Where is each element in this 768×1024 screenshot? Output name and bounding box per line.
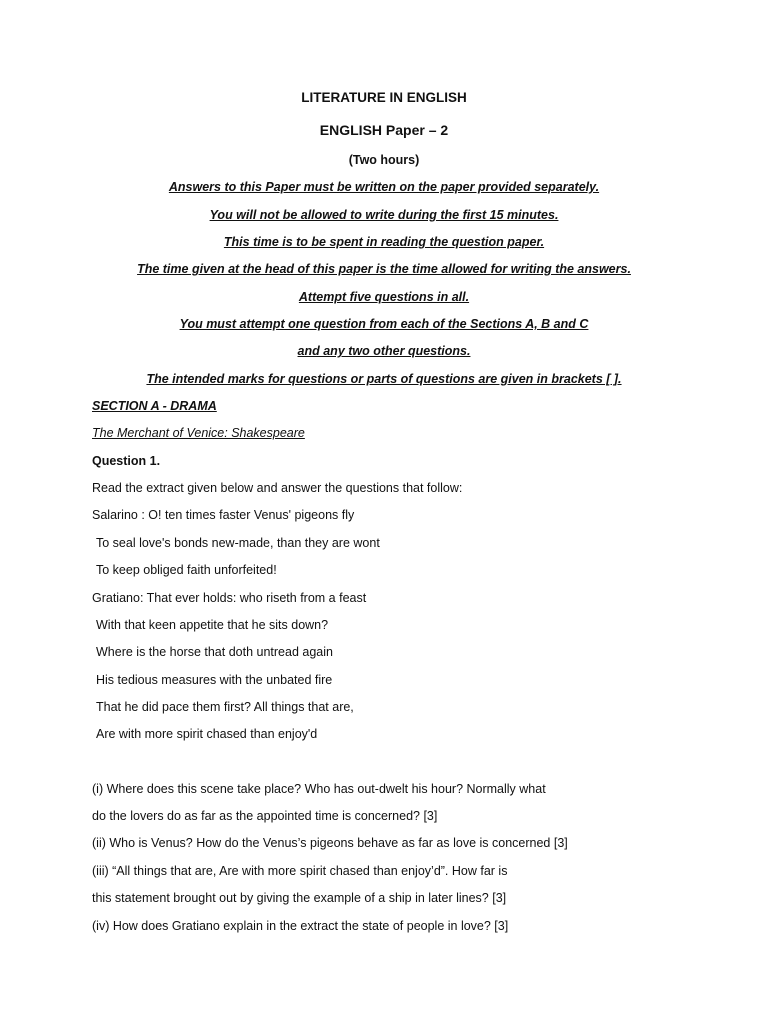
extract-line: To keep obliged faith unforfeited! [96, 563, 277, 577]
subquestion-line: do the lovers do as far as the appointed time is concerned? [3] [92, 809, 438, 823]
extract-line: Are with more spirit chased than enjoy'd [96, 727, 318, 741]
instruction-line: The intended marks for questions or parts of questions are given in brackets [ ]. [146, 372, 622, 386]
instruction-line: Attempt five questions in all. [298, 290, 470, 304]
extract-line: To seal love's bonds new-made, than they are wont [96, 536, 380, 550]
instruction-line: You must attempt one question from each of the Sections A, B and C [179, 317, 589, 331]
instruction-line: The time given at the head of this paper is the time allowed for writing the answers. [137, 262, 631, 276]
duration: (Two hours) [348, 153, 420, 167]
work-title: The Merchant of Venice: Shakespeare [92, 426, 305, 440]
subquestion-line: (iv) How does Gratiano explain in the extract the state of people in love? [3] [92, 919, 509, 933]
instruction-line: This time is to be spent in reading the question paper. [223, 235, 545, 249]
extract-line: Where is the horse that doth untread again [96, 645, 333, 659]
subquestion-line: (iii) “All things that are, Are with more spirit chased than enjoy’d”. How far is [92, 864, 508, 878]
instruction-line: You will not be allowed to write during the first 15 minutes. [209, 208, 559, 222]
section-heading: SECTION A - DRAMA [92, 399, 217, 413]
question-label: Question 1. [92, 454, 161, 468]
question-prompt: Read the extract given below and answer the questions that follow: [92, 481, 463, 495]
extract-line: His tedious measures with the unbated fire [96, 673, 333, 687]
instruction-line: and any two other questions. [297, 344, 471, 358]
subquestion-line: (ii) Who is Venus? How do the Venus’s pigeons behave as far as love is concerned [3] [92, 836, 568, 850]
paper-name: ENGLISH Paper – 2 [319, 122, 449, 138]
subquestion-line: (i) Where does this scene take place? Who has out-dwelt his hour? Normally what [92, 782, 546, 796]
subquestion-line: this statement brought out by giving the example of a ship in later lines? [3] [92, 891, 507, 905]
extract-line: That he did pace them first? All things that are, [96, 700, 354, 714]
document-title: LITERATURE IN ENGLISH [301, 90, 467, 105]
extract-line: Salarino : O! ten times faster Venus' pigeons fly [92, 508, 355, 522]
extract-line: With that keen appetite that he sits down? [96, 618, 329, 632]
instruction-line: Answers to this Paper must be written on the paper provided separately. [168, 180, 600, 194]
extract-line: Gratiano: That ever holds: who riseth from a feast [92, 591, 367, 605]
